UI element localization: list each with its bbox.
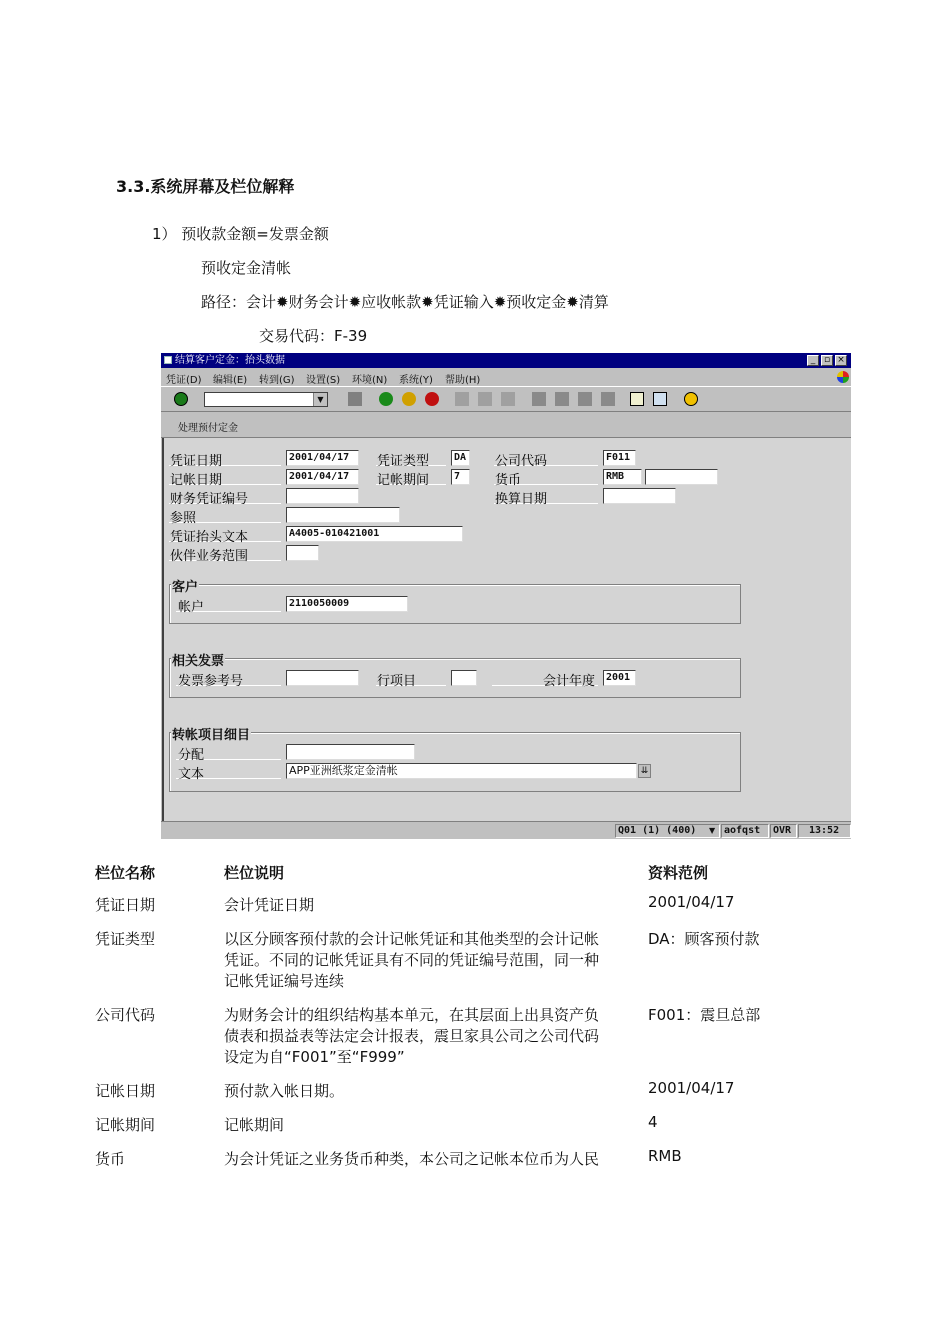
shortcut-icon[interactable] — [653, 392, 667, 406]
fiscal-year-field[interactable]: 2001 — [603, 670, 636, 686]
period-field[interactable]: 7 — [451, 469, 470, 485]
next-page-icon[interactable] — [578, 392, 592, 406]
window-titlebar — [161, 353, 851, 368]
fi-doc-no-label: 财务凭证编号 — [170, 492, 249, 507]
text-field[interactable]: APP亚洲纸浆定金清帐 — [286, 763, 637, 779]
status-bar — [161, 821, 851, 839]
row-desc: 记帐期间 — [224, 1116, 285, 1134]
trading-partner-field[interactable] — [286, 545, 319, 561]
row-name: 公司代码 — [95, 1006, 156, 1024]
invoice-group-title: 相关发票 — [171, 650, 225, 669]
doc-date-label: 凭证日期 — [170, 454, 223, 469]
row-name: 记帐日期 — [95, 1082, 156, 1100]
period-label: 记帐期间 — [377, 473, 430, 488]
window-title: 结算客户定金：抬头数据 — [175, 355, 285, 366]
row-desc: 会计凭证日期 — [224, 896, 315, 914]
assignment-field[interactable] — [286, 744, 415, 760]
menu-bar — [161, 368, 851, 386]
account-field[interactable]: 2110050009 — [286, 596, 408, 612]
system-info[interactable]: Q01 (1) (400) — [615, 824, 720, 838]
row-name: 凭证类型 — [95, 930, 156, 948]
invoice-ref-field[interactable] — [286, 670, 359, 686]
enter-icon[interactable] — [174, 392, 188, 406]
doc-type-field[interactable]: DA — [451, 450, 470, 466]
doc-date-field[interactable]: 2001/04/17 — [286, 450, 359, 466]
row-desc: 记帐凭证编号连续 — [224, 972, 345, 990]
restore-icon[interactable]: ▫ — [821, 355, 833, 366]
expand-icon[interactable]: ⇊ — [638, 764, 651, 778]
doc-type-label: 凭证类型 — [377, 454, 430, 469]
fi-doc-no-field[interactable] — [286, 488, 359, 504]
menu-path: 路径：会计✹财务会计✹应收帐款✹凭证输入✹预收定金✹清算 — [201, 293, 609, 311]
chevron-down-icon[interactable]: ▼ — [313, 393, 327, 406]
invoice-ref-label: 发票参考号 — [178, 674, 244, 689]
fiscal-year-label: 会计年度 — [543, 674, 596, 689]
assignment-label: 分配 — [178, 748, 205, 763]
chevron-down-icon[interactable]: ▼ — [709, 826, 716, 835]
transfer-group — [169, 732, 741, 792]
row-example: 2001/04/17 — [648, 1079, 735, 1097]
screen-body — [162, 438, 851, 821]
find-next-icon[interactable] — [501, 392, 515, 406]
row-desc: 预付款入帐日期。 — [224, 1082, 345, 1100]
list-item-1: 1） 预收款金额=发票金额 — [152, 225, 329, 243]
text-label: 文本 — [178, 767, 205, 782]
menu-system[interactable]: 系统(Y) — [399, 375, 433, 386]
menu-document[interactable]: 凭证(D) — [166, 375, 202, 386]
row-example: 2001/04/17 — [648, 893, 735, 911]
account-label: 帐户 — [178, 600, 205, 615]
window-icon — [164, 356, 172, 364]
command-field[interactable] — [204, 392, 328, 407]
reference-label: 参照 — [170, 511, 197, 526]
insert-mode: OVR — [770, 824, 797, 838]
exit-icon[interactable] — [402, 392, 416, 406]
save-icon[interactable] — [348, 392, 362, 406]
transaction-code: 交易代码：F-39 — [259, 327, 368, 345]
col-header-name: 栏位名称 — [95, 864, 156, 882]
sap-screenshot — [161, 353, 851, 839]
menu-environment[interactable]: 环境(N) — [352, 375, 388, 386]
sap-logo-icon — [837, 371, 849, 383]
currency-field[interactable]: RMB — [603, 469, 642, 485]
posting-date-field[interactable]: 2001/04/17 — [286, 469, 359, 485]
row-name: 货币 — [95, 1150, 126, 1168]
help-icon[interactable] — [684, 392, 698, 406]
row-name: 凭证日期 — [95, 896, 156, 914]
close-icon[interactable]: × — [835, 355, 847, 366]
row-example: 4 — [648, 1113, 658, 1131]
row-desc: 凭证。不同的记帐凭证具有不同的凭证编号范围，同一种 — [224, 951, 600, 969]
find-icon[interactable] — [478, 392, 492, 406]
subtitle: 预收定金清帐 — [201, 259, 292, 277]
last-page-icon[interactable] — [601, 392, 615, 406]
print-icon[interactable] — [455, 392, 469, 406]
line-item-field[interactable] — [451, 670, 477, 686]
section-heading: 3.3.系统屏幕及栏位解释 — [116, 177, 295, 196]
standard-toolbar — [161, 386, 851, 412]
exchange-rate-field[interactable] — [645, 469, 718, 485]
row-example: F001：震旦总部 — [648, 1006, 761, 1024]
server-info: aofqst — [721, 824, 769, 838]
row-desc: 设定为自“F001”至“F999” — [224, 1048, 405, 1066]
menu-goto[interactable]: 转到(G) — [259, 375, 295, 386]
currency-label: 货币 — [495, 473, 522, 488]
process-downpayment-button[interactable]: 处理预付定金 — [178, 423, 238, 434]
minimize-icon[interactable]: _ — [807, 355, 819, 366]
row-desc: 债表和损益表等法定会计报表，震旦家具公司之公司代码 — [224, 1027, 600, 1045]
line-item-label: 行项目 — [377, 674, 417, 689]
row-example: RMB — [648, 1147, 682, 1165]
first-page-icon[interactable] — [532, 392, 546, 406]
menu-help[interactable]: 帮助(H) — [445, 375, 481, 386]
header-text-field[interactable]: A4005-010421001 — [286, 526, 463, 542]
menu-settings[interactable]: 设置(S) — [306, 375, 341, 386]
company-code-label: 公司代码 — [495, 454, 548, 469]
new-session-icon[interactable] — [630, 392, 644, 406]
row-desc: 以区分顾客预付款的会计记帐凭证和其他类型的会计记帐 — [224, 930, 600, 948]
customer-group-title: 客户 — [171, 576, 199, 595]
header-text-label: 凭证抬头文本 — [170, 530, 249, 545]
reference-field[interactable] — [286, 507, 400, 523]
trading-partner-label: 伙伴业务范围 — [170, 549, 249, 564]
transfer-group-title: 转帐项目细目 — [171, 724, 251, 743]
back-icon[interactable] — [379, 392, 393, 406]
translation-date-field[interactable] — [603, 488, 676, 504]
row-name: 记帐期间 — [95, 1116, 156, 1134]
cancel-icon[interactable] — [425, 392, 439, 406]
row-desc: 为会计凭证之业务货币种类，本公司之记帐本位币为人民 — [224, 1150, 600, 1168]
row-desc: 为财务会计的组织结构基本单元，在其层面上出具资产负 — [224, 1006, 600, 1024]
col-header-example: 资料范例 — [648, 864, 709, 882]
prev-page-icon[interactable] — [555, 392, 569, 406]
application-toolbar — [161, 412, 851, 438]
menu-edit[interactable]: 编辑(E) — [213, 375, 248, 386]
posting-date-label: 记帐日期 — [170, 473, 223, 488]
clock: 13:52 — [798, 824, 851, 838]
translation-date-label: 换算日期 — [495, 492, 548, 507]
col-header-desc: 栏位说明 — [224, 864, 285, 882]
company-code-field[interactable]: F011 — [603, 450, 636, 466]
row-example: DA：顾客预付款 — [648, 930, 760, 948]
